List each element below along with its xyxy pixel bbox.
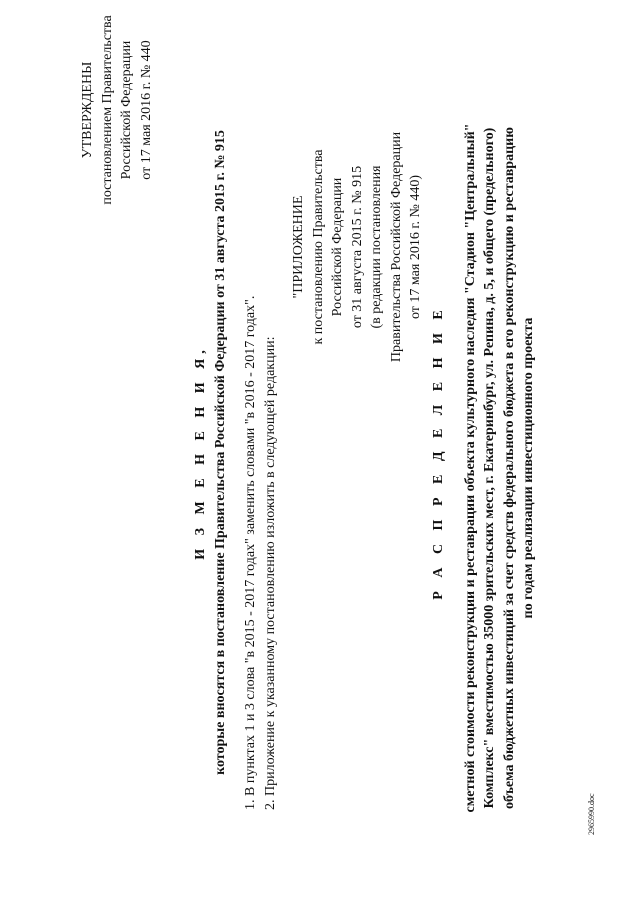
distribution-line-3: объема бюджетных инвестиций за счет средств федерального бюджета в его реконструкцию и реставрацию [501, 127, 517, 809]
appendix-line-1: к постановлению Правительства [310, 149, 326, 345]
appendix-line-3: от 31 августа 2015 г. № 915 [349, 165, 365, 329]
approval-title: УТВЕРЖДЕНЫ [80, 61, 95, 159]
approval-line-3: от 17 мая 2016 г. № 440 [138, 40, 154, 180]
approval-stamp [78, 0, 156, 240]
appendix-title: "ПРИЛОЖЕНИЕ [291, 195, 306, 299]
distribution-heading: Р А С П Р Е Д Е Л Е Н И Е [431, 305, 446, 600]
changes-title-block [191, 0, 230, 905]
changes-subheading: которые вносятся в постановление Правительства Российской Федерации от 31 августа 2015 г. № 915 [212, 130, 228, 775]
distribution-line-4: по годам реализации инвестиционного проекта [521, 317, 536, 619]
approval-line-1: постановлением Правительства [99, 15, 115, 205]
distribution-body [461, 53, 539, 883]
appendix-line-2: Российской Федерации [330, 177, 345, 317]
appendix-stamp [289, 82, 426, 412]
amendment-item-1: 1. В пунктах 1 и 3 слова "в 2015 - 2017 годах" заменить словами "в 2016 - 2017 годах". [243, 295, 258, 810]
approval-line-2: Российской Федерации [119, 40, 134, 180]
document-footer-id: 2965990.doc [587, 793, 596, 835]
appendix-line-4: (в редакции постановления [369, 165, 384, 329]
distribution-line-2: Комплекс" вместимостью 35000 зрительских мест, г. Екатеринбург, ул. Репина, д. 5, и общего (предельного) [482, 127, 497, 809]
changes-heading: И З М Е Н Е Н И Я, [193, 345, 208, 560]
amendment-items [241, 110, 280, 810]
appendix-line-5: Правительства Российской Федерации [388, 131, 404, 363]
distribution-block [429, 0, 539, 905]
amendment-item-2: 2. Приложение к указанному постановлению изложить в следующей редакции: [262, 336, 278, 810]
appendix-line-6: от 17 мая 2016 г. № 440) [408, 174, 423, 320]
distribution-line-1: сметной стоимости реконструкции и реставрации объекта культурного наследия "Стадион "Центральный" [462, 123, 478, 813]
